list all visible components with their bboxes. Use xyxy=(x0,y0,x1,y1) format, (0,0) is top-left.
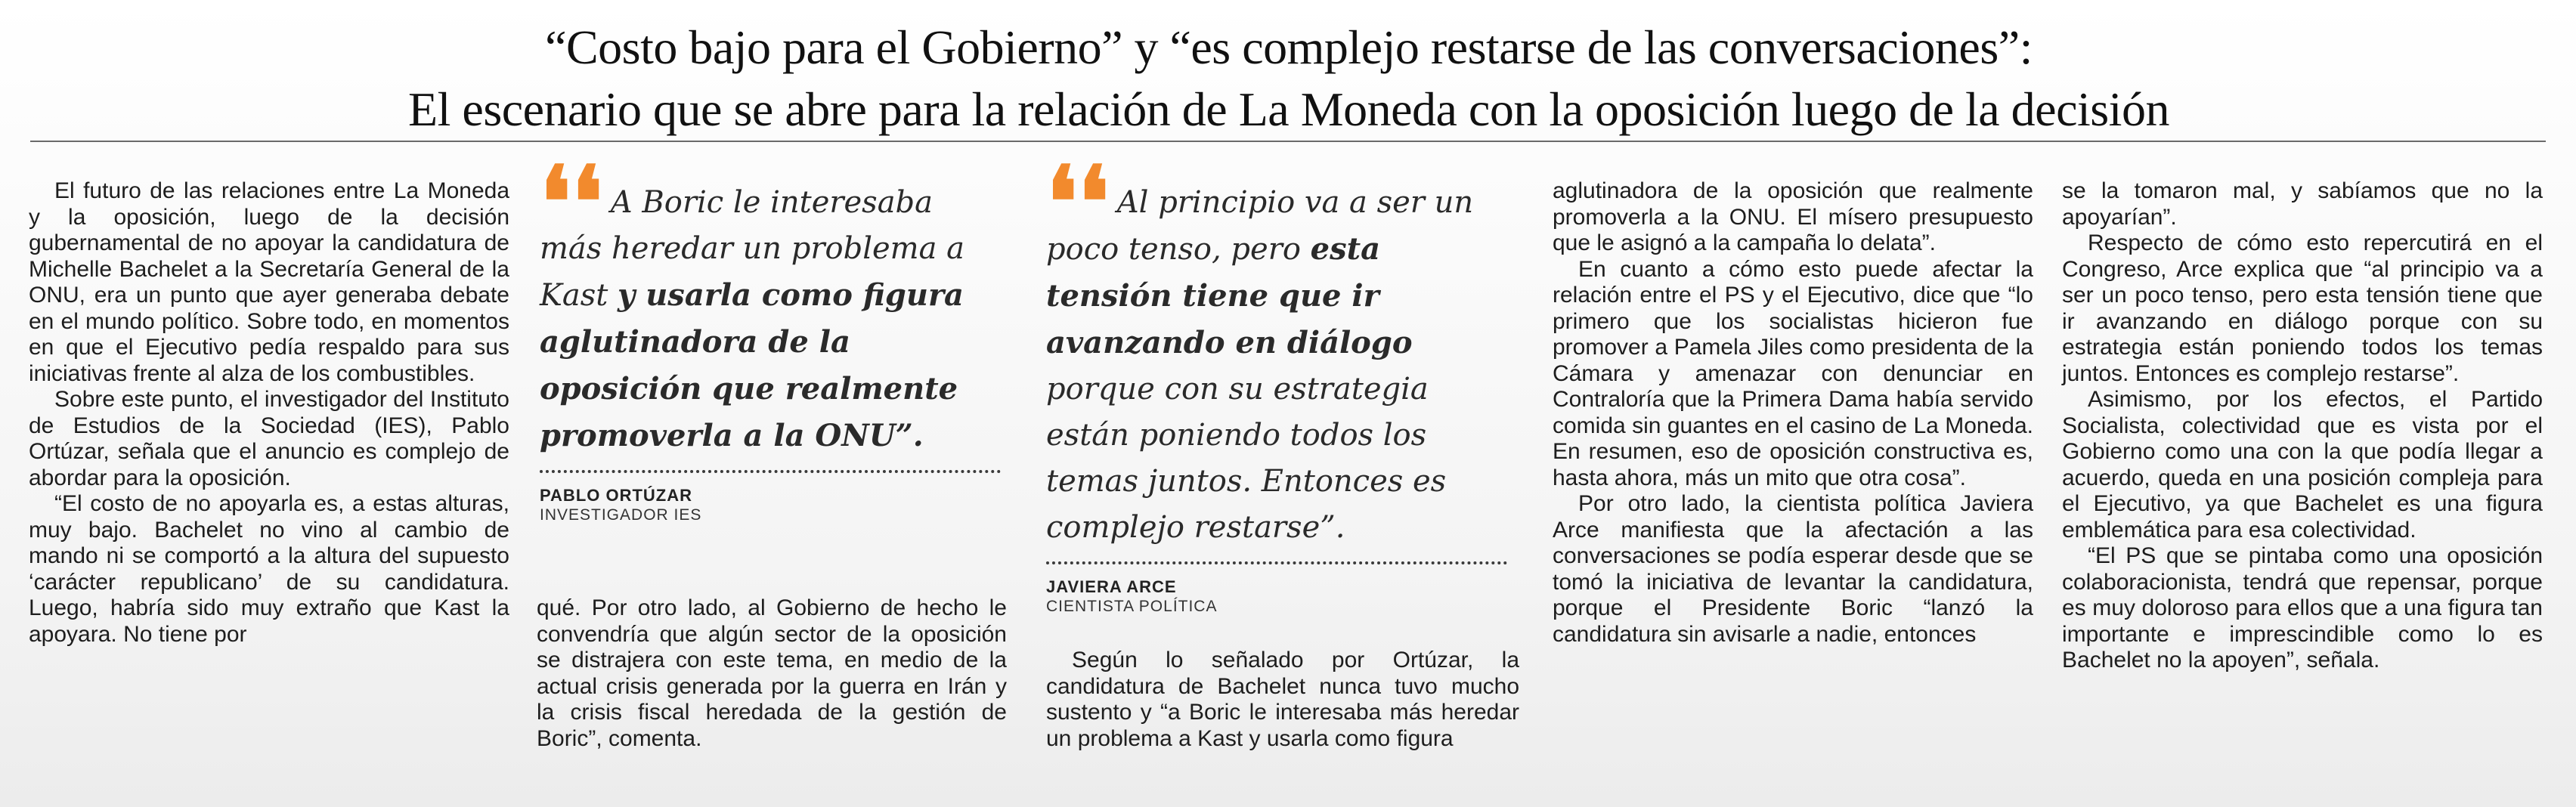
pull-quote-text xyxy=(1046,144,1507,551)
headline-line-2: El escenario que se abre para la relación de La Moneda con la oposición luego de la decisión xyxy=(408,82,2169,136)
article-column-3-text xyxy=(1046,648,1519,752)
pull-quote-text xyxy=(540,144,1001,459)
paragraph: aglutinadora de la oposición que realmente promoverla a la ONU. El mísero presupuesto que le asignó a la campaña lo delata”. xyxy=(1553,178,2033,255)
quote-author-role: INVESTIGADOR IES xyxy=(540,506,702,524)
paragraph: Por otro lado, la cientista política Javiera Arce manifiesta que la afectación a las conversaciones se podía esperar desde que se tomó la iniciativa de levantar la candidatura, porque el Presidente Boric “lanzó la candidatura sin avisarle a nadie, entonces xyxy=(1553,491,2033,647)
headline-rule xyxy=(30,141,2546,142)
headline-line-1: “Costo bajo para el Gobierno” y “es complejo restarse de las conversaciones”: xyxy=(545,20,2033,74)
pull-quote-ortuzar xyxy=(540,144,1001,525)
article-column-2-text xyxy=(537,595,1007,752)
article-column-5 xyxy=(2062,178,2543,674)
paragraph: En cuanto a cómo esto puede afectar la relación entre el PS y el Ejecutivo, dice que “lo primero que los socialistas hicieron fue promover a Pamela Jiles como presidenta de la Cámara y amenazar con denunciar en Contraloría que la Primera Dama había servido comida sin guantes en el casino de La Moneda. En resumen, eso de oposición constructiva es, hasta ahora, más un mito que otra cosa”. xyxy=(1553,256,2033,490)
quote-text-bold: esta tensión tiene que ir avanzando en diálogo xyxy=(1046,231,1413,360)
article-column-1 xyxy=(29,178,509,648)
paragraph: Asimismo, por los efectos, el Partido Socialista, colectividad que es vista por el Gobierno como una con la que podía llegar a acuerdo, queda en una posición compleja para el Ejecutivo, ya que Bachelet es una figura emblemática para esa colectividad. xyxy=(2062,387,2543,543)
paragraph: Sobre este punto, el investigador del Instituto de Estudios de la Sociedad (IES), Pablo Ortúzar, señala que el anuncio es complejo de abordar para la oposición. xyxy=(29,387,509,490)
quote-author-role: CIENTISTA POLÍTICA xyxy=(1046,598,1218,615)
dotted-divider xyxy=(540,470,1001,473)
dotted-divider xyxy=(1046,561,1507,564)
paragraph: “El costo de no apoyarla es, a estas alturas, muy bajo. Bachelet no vino al cambio de mando ni se comportó a la altura del supuesto ‘carácter republicano’ de su candidatura. Luego, habría sido muy extraño que Kast la apoyara. No tiene por xyxy=(29,491,509,647)
quote-text-regular: A Boric le interesaba más heredar un problema a Kast xyxy=(540,185,964,313)
quote-text-bold: y usarla como figura aglutinadora de la oposición que realmente promoverla a la ONU”. xyxy=(540,277,964,453)
quote-mark-icon: ❛❛ xyxy=(540,144,603,260)
quote-mark-icon: ❛❛ xyxy=(1046,144,1110,260)
quote-text-regular: porque con su estrategia están poniendo todos los temas juntos. Entonces es complejo restarse”. xyxy=(1046,372,1447,545)
paragraph: Según lo señalado por Ortúzar, la candidatura de Bachelet nunca tuvo mucho sustento y “a Boric le interesaba más heredar un problema a Kast y usarla como figura xyxy=(1046,648,1519,751)
paragraph: qué. Por otro lado, al Gobierno de hecho le convendría que algún sector de la oposición se distrajera con este tema, en medio de la actual crisis generada por la guerra en Irán y la crisis fiscal heredada de la gestión de Boric”, comenta. xyxy=(537,595,1007,751)
paragraph: se la tomaron mal, y sabíamos que no la apoyarían”. xyxy=(2062,178,2543,230)
paragraph: “El PS que se pintaba como una oposición colaboracionista, tendrá que repensar, porque es muy doloroso para ellos que a una figura tan importante e imprescindible como lo es Bachelet no la apoyen”, señala. xyxy=(2062,543,2543,672)
article-column-4 xyxy=(1553,178,2033,648)
paragraph: Respecto de cómo esto repercutirá en el Congreso, Arce explica que “al principio va a ser un poco tenso, pero esta tensión tiene que ir avanzando en diálogo porque con su estrategia están poniendo todos los temas juntos. Entonces es complejo restarse”. xyxy=(2062,230,2543,386)
quote-author-name: JAVIERA ARCE xyxy=(1046,577,1177,596)
pull-quote-arce xyxy=(1046,144,1507,617)
quote-author-name: PABLO ORTÚZAR xyxy=(540,486,693,505)
quote-text-regular: Al principio va a ser un poco tenso, pero xyxy=(1046,185,1474,267)
paragraph: El futuro de las relaciones entre La Moneda y la oposición, luego de la decisión gubernamental de no apoyar la candidatura de Michelle Bachelet a la Secretaría General de la ONU, era un punto que ayer generaba debate en el mundo político. Sobre todo, en momentos en que el Ejecutivo pedía respaldo para sus iniciativas frente al alza de los combustibles. xyxy=(29,178,509,386)
